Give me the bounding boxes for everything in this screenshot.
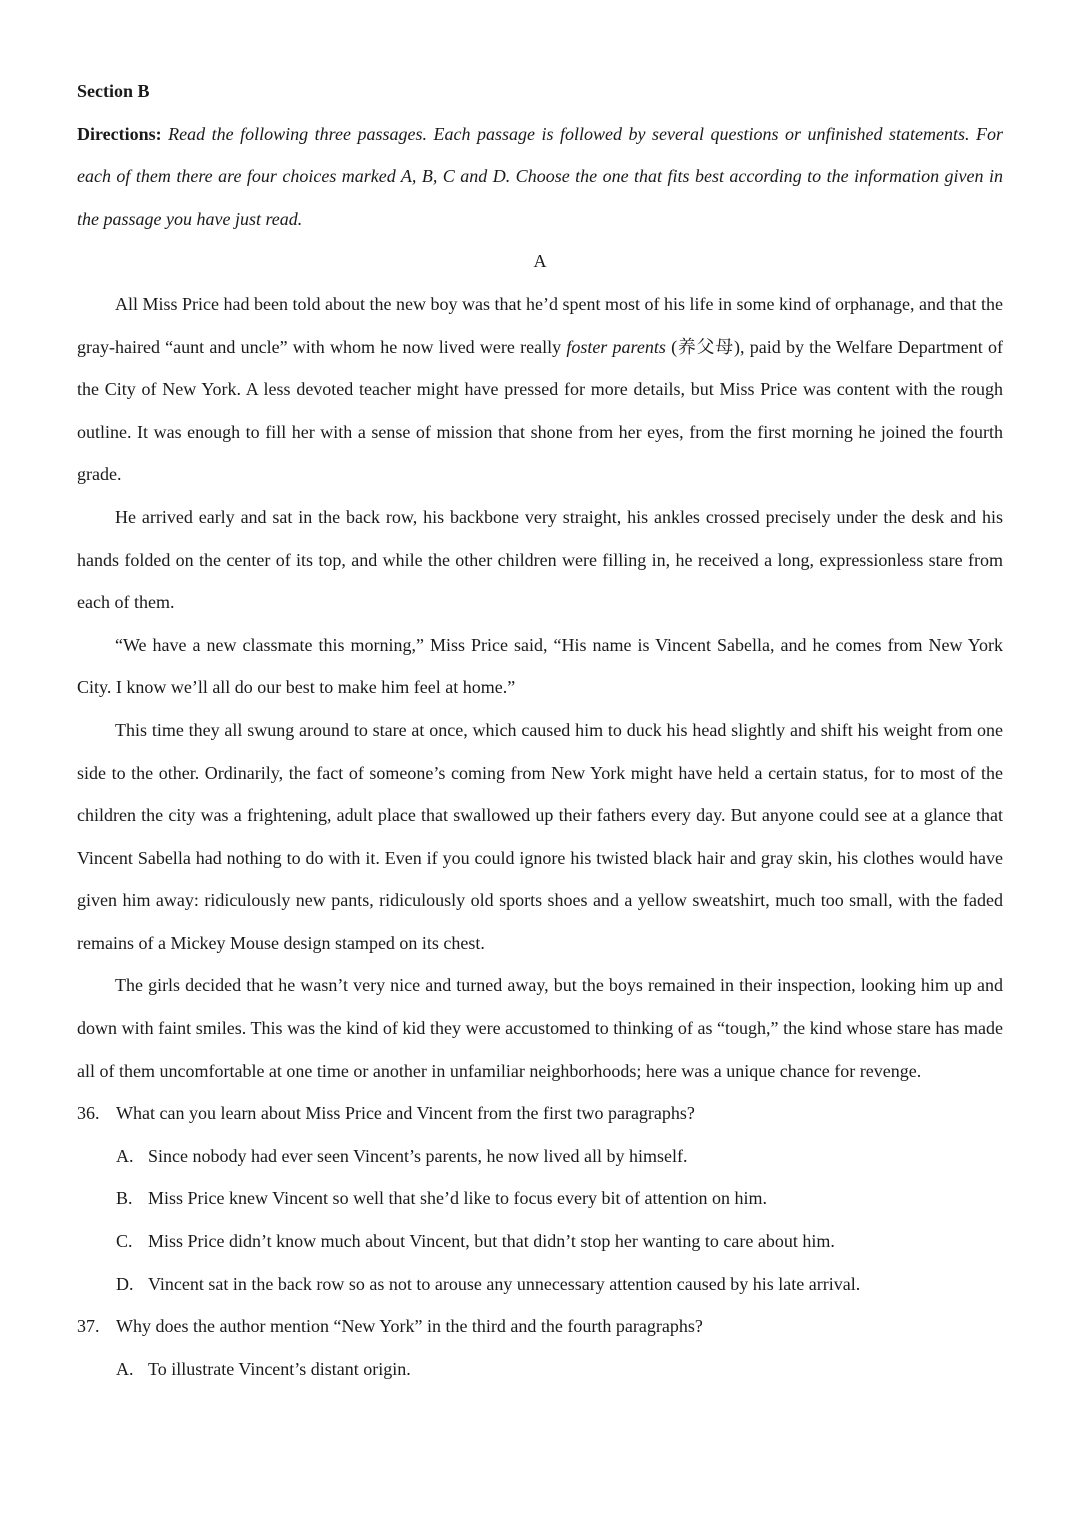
question-36-option-d[interactable]: [77, 1263, 1003, 1306]
directions-text: Read the following three passages. Each passage is followed by several questions or unfinished statements. For each of them there are four choices marked A, B, C and D. Choose the one that fits best according to the information given in the passage you have just read.: [77, 123, 1003, 229]
option-letter: A.: [116, 1145, 134, 1166]
question-36-number: 36.: [77, 1103, 100, 1124]
exam-page: [77, 70, 1003, 1390]
option-letter: B.: [116, 1188, 133, 1209]
option-text: Since nobody had ever seen Vincent’s parents, he now lived all by himself.: [148, 1145, 688, 1166]
option-letter: A.: [116, 1358, 134, 1379]
option-text: To illustrate Vincent’s distant origin.: [148, 1358, 411, 1379]
question-37: [77, 1305, 1003, 1348]
question-36-option-c[interactable]: [77, 1220, 1003, 1263]
directions-label: Directions:: [77, 123, 162, 144]
option-letter: C.: [116, 1231, 133, 1252]
option-text: Vincent sat in the back row so as not to arouse any unnecessary attention caused by his late arrival.: [148, 1273, 861, 1294]
question-37-text: Why does the author mention “New York” in the third and the fourth paragraphs?: [116, 1316, 703, 1337]
option-text: Miss Price didn’t know much about Vincent, but that didn’t stop her wanting to care about him.: [148, 1231, 835, 1252]
paragraph-4: This time they all swung around to stare at once, which caused him to duck his head slightly and shift his weight from one side to the other. Ordinarily, the fact of someone’s coming from New York might have held a certain status, for to most of the children the city was a frightening, adult place that swallowed up their fathers every day. But anyone could see at a glance that Vincent Sabella had nothing to do with it. Even if you could ignore his twisted black hair and gray skin, his clothes would have given him away: ridiculously new pants, ridiculously old sports shoes and a yellow sweatshirt, much too small, with the faded remains of a Mickey Mouse design stamped on its chest.: [77, 719, 1003, 953]
paragraph-5: The girls decided that he wasn’t very nice and turned away, but the boys remained in their inspection, looking him up and down with faint smiles. This was the kind of kid they were accustomed to thinking of as “tough,” the kind whose stare has made all of them uncomfortable at one time or another in unfamiliar neighborhoods; here was a unique chance for revenge.: [77, 975, 1003, 1081]
paragraph-2: He arrived early and sat in the back row, his backbone very straight, his ankles crossed precisely under the desk and his hands folded on the center of its top, and while the other children were filling in, he received a long, expressionless stare from each of them.: [77, 506, 1003, 613]
option-text: Miss Price knew Vincent so well that she’d like to focus every bit of attention on him.: [148, 1188, 767, 1209]
paragraph-1-part-b: (养父母), paid by the Welfare Department of the City of New York. A less devoted teacher might have pressed for more details, but Miss Price was content with the rough outline. It was enough to fill her with a sense of mission that shone from her eyes, from the first morning he joined the fourth grade.: [77, 336, 1003, 485]
question-36-option-b[interactable]: [77, 1177, 1003, 1220]
passage-letter: A: [533, 251, 547, 272]
option-letter: D.: [116, 1273, 134, 1294]
paragraph-1: [77, 283, 1003, 496]
directions: [77, 113, 1003, 241]
question-37-option-a[interactable]: [77, 1348, 1003, 1391]
paragraph-1-part-a: All Miss Price had been told about the new boy was that he’d spent most of his life in some kind of orphanage, and that the gray-haired “aunt and uncle” with whom he now lived were really: [77, 293, 1003, 357]
paragraph-3: “We have a new classmate this morning,” Miss Price said, “His name is Vincent Sabella, and he comes from New York City. I know we’ll all do our best to make him feel at home.”: [77, 634, 1003, 698]
question-36-option-a[interactable]: [77, 1135, 1003, 1178]
question-36-text: What can you learn about Miss Price and Vincent from the first two paragraphs?: [116, 1103, 695, 1124]
question-36: [77, 1092, 1003, 1135]
section-title: Section B: [77, 81, 150, 101]
question-37-number: 37.: [77, 1316, 100, 1337]
paragraph-1-emphasis: foster parents: [566, 336, 666, 357]
